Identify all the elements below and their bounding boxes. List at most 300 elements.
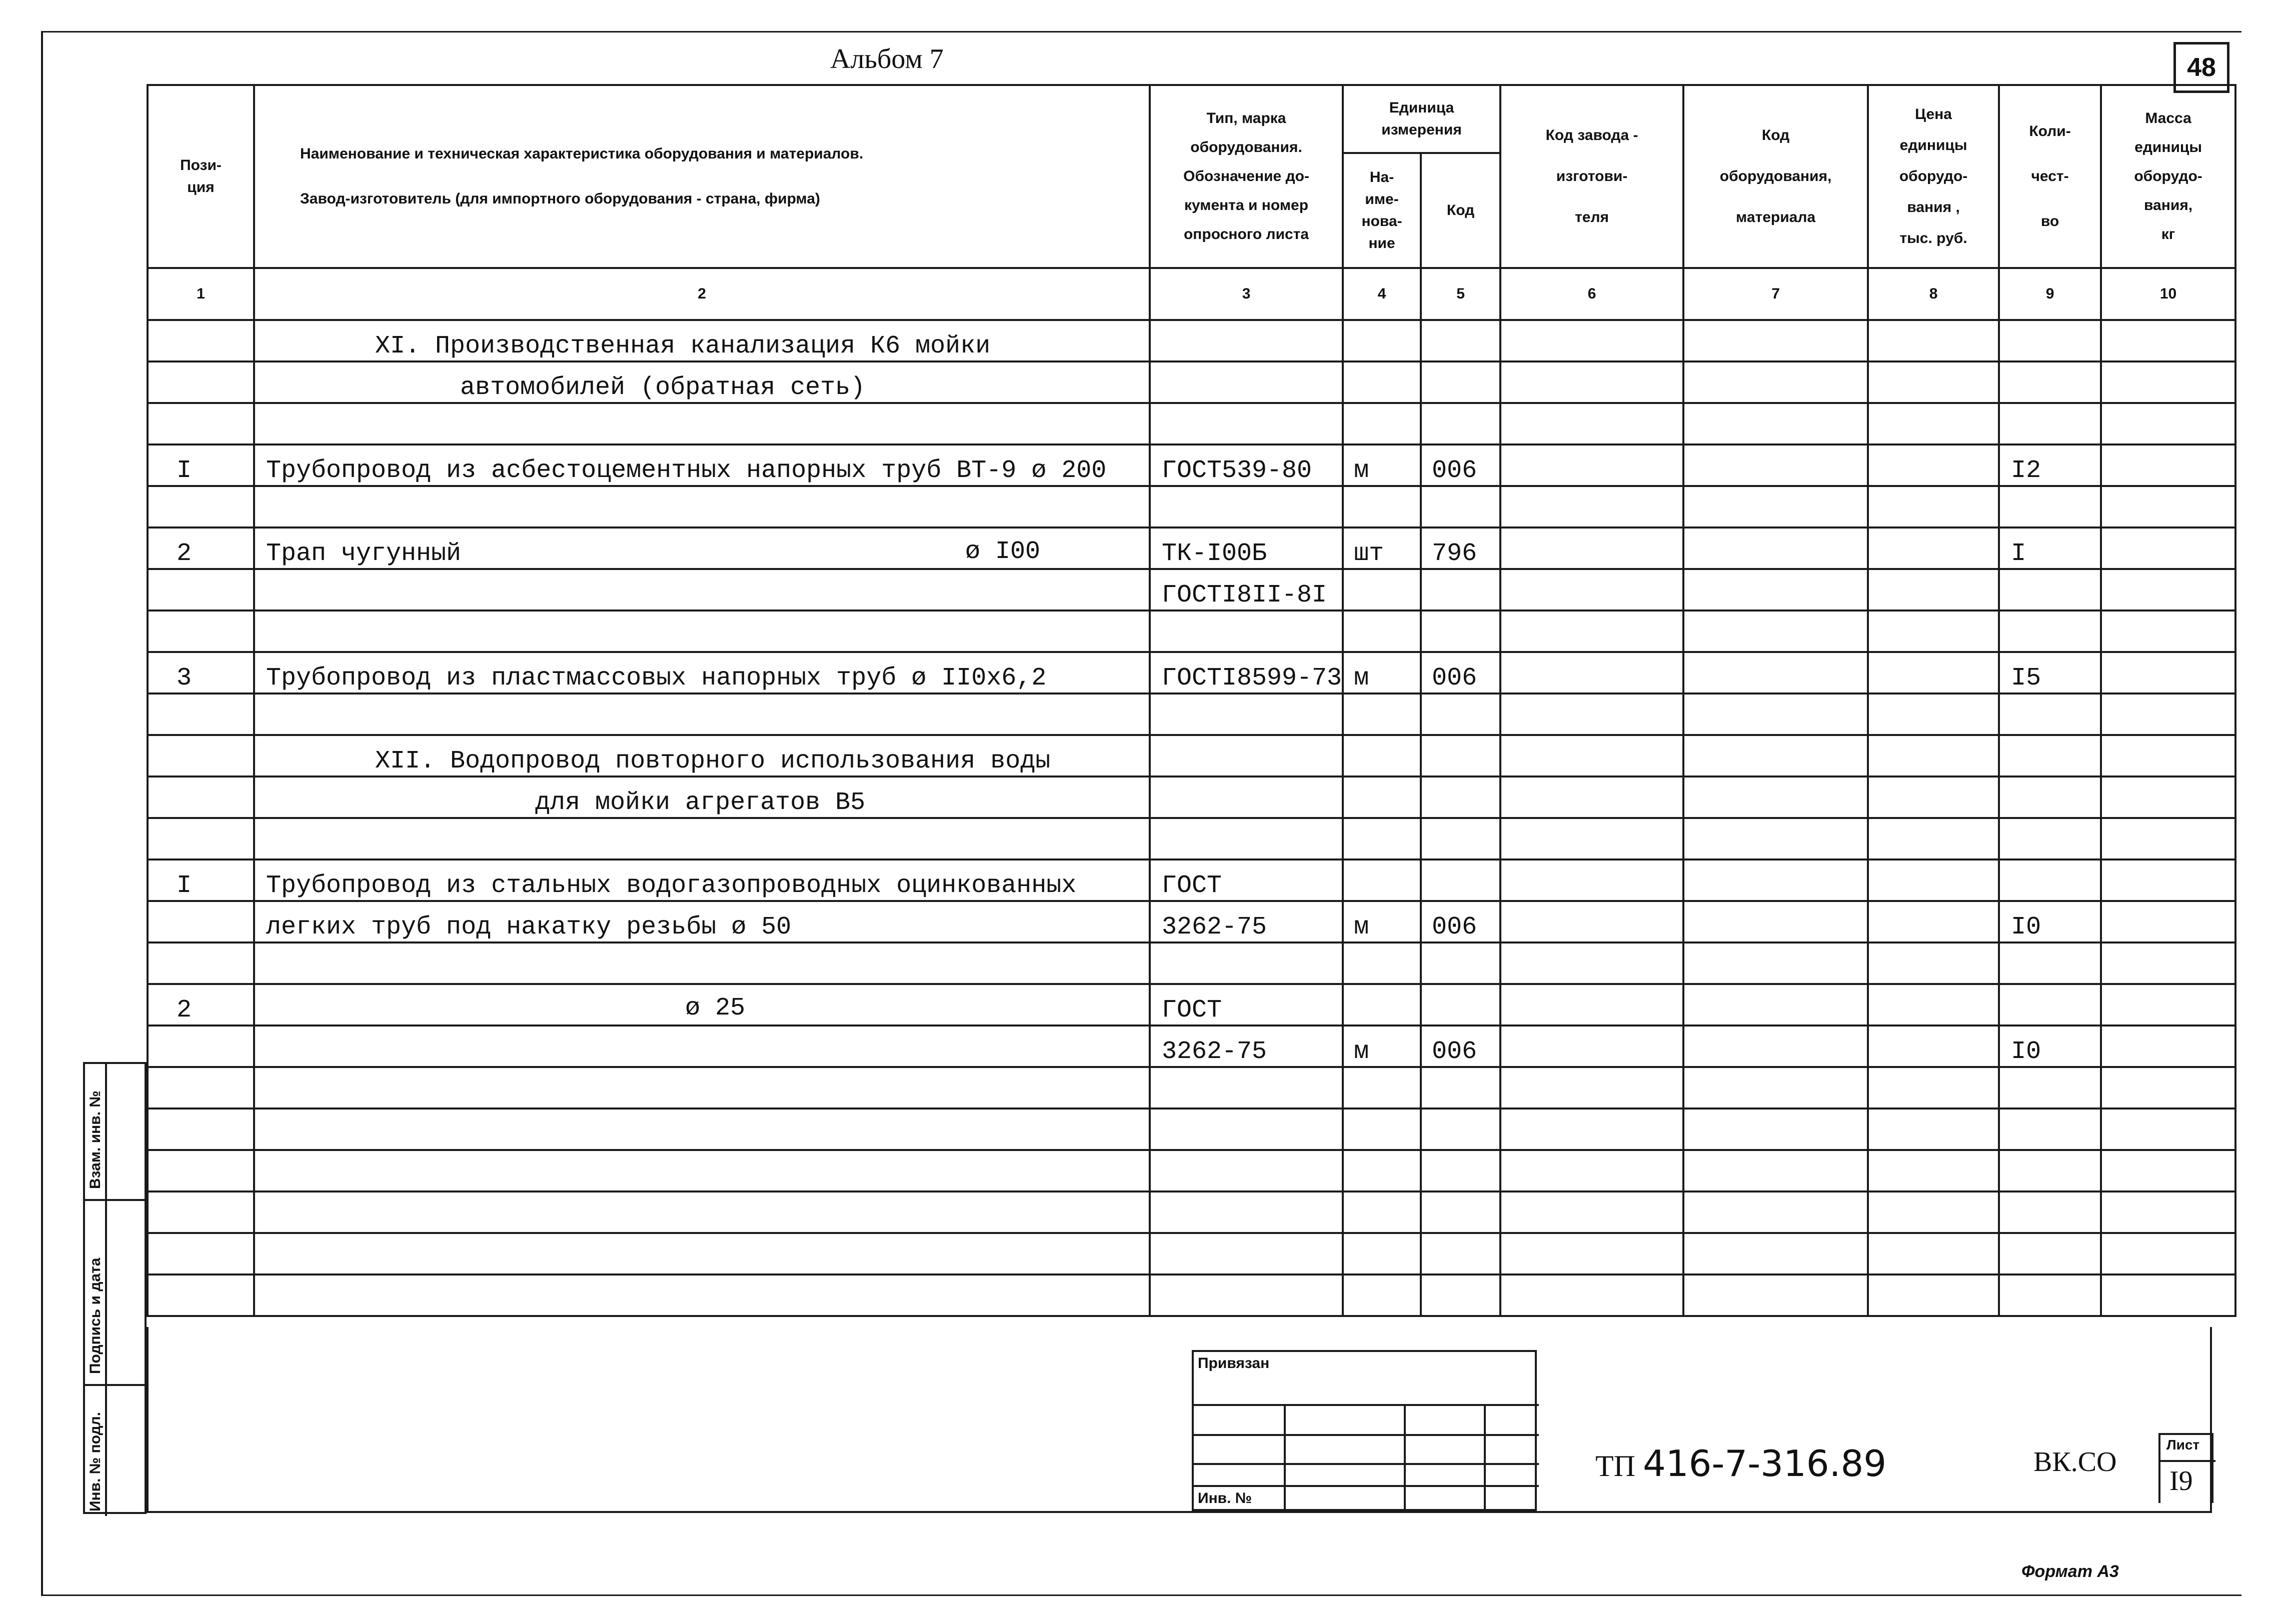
row-price <box>1868 444 1999 486</box>
row-manufacturer <box>1500 403 1683 444</box>
row-price <box>1868 486 1999 528</box>
specification-table <box>147 84 2236 1317</box>
row-position: I <box>148 444 254 486</box>
row-name: Трубопровод из пластмассовых напорных труб ø II0x6,2 <box>254 652 1150 694</box>
row-mass <box>2101 1192 2235 1233</box>
row-position <box>148 320 254 362</box>
row-type <box>1150 362 1343 403</box>
row-position <box>148 403 254 444</box>
row-mass <box>2101 1026 2235 1067</box>
row-quantity <box>1999 1192 2101 1233</box>
row-type <box>1150 1233 1343 1274</box>
row-manufacturer <box>1500 1067 1683 1108</box>
row-mass <box>2101 1233 2235 1274</box>
row-equipment-code <box>1683 486 1868 528</box>
row-name: Трубопровод из асбестоцементных напорных труб ВТ-9 ø 200 <box>254 444 1150 486</box>
header-position <box>148 85 254 268</box>
row-price <box>1868 1233 1999 1274</box>
row-manufacturer <box>1500 1108 1683 1150</box>
row-manufacturer <box>1500 1274 1683 1316</box>
row-mass <box>2101 1150 2235 1192</box>
row-type <box>1150 776 1343 818</box>
row-equipment-code <box>1683 1026 1868 1067</box>
row-equipment-code <box>1683 362 1868 403</box>
row-price <box>1868 1108 1999 1150</box>
table-row <box>148 1067 2235 1108</box>
row-position <box>148 942 254 984</box>
row-code <box>1421 818 1500 860</box>
row-code <box>1421 610 1500 652</box>
row-unit <box>1343 1067 1421 1108</box>
row-equipment-code <box>1683 528 1868 569</box>
row-price <box>1868 362 1999 403</box>
row-code <box>1421 735 1500 776</box>
row-position <box>148 1233 254 1274</box>
signature-date-label: Подпись и дата <box>87 1258 104 1374</box>
row-type: ГОСТ539-80 <box>1150 444 1343 486</box>
row-unit <box>1343 818 1421 860</box>
row-type <box>1150 942 1343 984</box>
row-quantity <box>1999 1067 2101 1108</box>
table-row <box>148 860 2235 901</box>
row-quantity: I2 <box>1999 444 2101 486</box>
row-price <box>1868 776 1999 818</box>
row-type: ТК-I00Б <box>1150 528 1343 569</box>
sheet-label: Лист <box>2166 1437 2200 1452</box>
row-position <box>148 1067 254 1108</box>
row-quantity <box>1999 610 2101 652</box>
row-position <box>148 486 254 528</box>
row-unit <box>1343 776 1421 818</box>
row-unit <box>1343 1274 1421 1316</box>
header-line: кумента и номер <box>1184 197 1309 214</box>
row-position <box>148 1192 254 1233</box>
table-row <box>148 403 2235 444</box>
column-number-2: 2 <box>254 268 1150 320</box>
row-type: ГОСТ <box>1150 984 1343 1026</box>
row-price <box>1868 901 1999 942</box>
header-line: Наименование и техническая характеристика оборудования и материалов. <box>300 146 864 162</box>
row-code <box>1421 1108 1500 1150</box>
row-price <box>1868 652 1999 694</box>
header-unit-code <box>1421 153 1500 268</box>
row-mass <box>2101 610 2235 652</box>
row-code <box>1421 694 1500 735</box>
row-code: 006 <box>1421 444 1500 486</box>
column-number-9: 9 <box>1999 268 2101 320</box>
row-position <box>148 610 254 652</box>
vzam-inv-label: Взам. инв. № <box>87 1090 104 1189</box>
header-line: оборудования, <box>1719 168 1832 184</box>
row-code <box>1421 486 1500 528</box>
table-row <box>148 528 2235 569</box>
header-mass <box>2101 85 2235 268</box>
header-line: нова- <box>1361 213 1402 230</box>
row-price <box>1868 610 1999 652</box>
row-manufacturer <box>1500 1150 1683 1192</box>
row-position <box>148 1274 254 1316</box>
column-number-3: 3 <box>1150 268 1343 320</box>
row-equipment-code <box>1683 860 1868 901</box>
row-name: XII. Водопровод повторного использования воды <box>254 735 1150 776</box>
binding-stamp <box>1192 1350 1537 1511</box>
table-row <box>148 1150 2235 1192</box>
row-type <box>1150 735 1343 776</box>
header-line: во <box>2040 213 2059 230</box>
row-mass <box>2101 403 2235 444</box>
header-unit <box>1343 85 1500 153</box>
row-quantity <box>1999 984 2101 1026</box>
row-equipment-code <box>1683 1274 1868 1316</box>
row-quantity: I0 <box>1999 1026 2101 1067</box>
header-line: Масса <box>2145 110 2191 126</box>
row-quantity <box>1999 1108 2101 1150</box>
table-row <box>148 362 2235 403</box>
row-unit: м <box>1343 444 1421 486</box>
column-numbers-row <box>148 268 2235 320</box>
row-unit <box>1343 1150 1421 1192</box>
row-code <box>1421 860 1500 901</box>
row-type <box>1150 610 1343 652</box>
header-line: измерения <box>1381 122 1462 138</box>
header-line: единицы <box>2134 139 2202 156</box>
row-quantity <box>1999 1150 2101 1192</box>
row-manufacturer <box>1500 444 1683 486</box>
row-equipment-code <box>1683 610 1868 652</box>
row-manufacturer <box>1500 610 1683 652</box>
row-unit <box>1343 735 1421 776</box>
row-type: ГОСТI8599-73 <box>1150 652 1343 694</box>
row-unit <box>1343 569 1421 610</box>
row-code <box>1421 1192 1500 1233</box>
row-price <box>1868 1150 1999 1192</box>
row-type <box>1150 320 1343 362</box>
row-code: 796 <box>1421 528 1500 569</box>
row-equipment-code <box>1683 1192 1868 1233</box>
row-mass <box>2101 735 2235 776</box>
table-row <box>148 652 2235 694</box>
header-line: Код <box>1761 127 1790 144</box>
row-position <box>148 818 254 860</box>
row-equipment-code <box>1683 1233 1868 1274</box>
row-unit <box>1343 942 1421 984</box>
row-name: XI. Производственная канализация К6 мойки <box>254 320 1150 362</box>
row-type <box>1150 818 1343 860</box>
row-code <box>1421 362 1500 403</box>
row-code <box>1421 984 1500 1026</box>
row-name: для мойки агрегатов В5 <box>254 776 1150 818</box>
header-equipment-code <box>1683 85 1868 268</box>
row-type <box>1150 403 1343 444</box>
row-manufacturer <box>1500 652 1683 694</box>
row-mass <box>2101 569 2235 610</box>
row-code: 006 <box>1421 1026 1500 1067</box>
row-quantity: I0 <box>1999 901 2101 942</box>
row-unit <box>1343 694 1421 735</box>
table-row <box>148 444 2235 486</box>
row-price <box>1868 528 1999 569</box>
header-type <box>1150 85 1343 268</box>
row-manufacturer <box>1500 818 1683 860</box>
row-position: 3 <box>148 652 254 694</box>
row-price <box>1868 1067 1999 1108</box>
row-equipment-code <box>1683 1108 1868 1150</box>
row-price <box>1868 735 1999 776</box>
bottom-rule <box>147 1511 2212 1513</box>
row-name <box>254 818 1150 860</box>
header-line: име- <box>1365 191 1399 208</box>
row-unit <box>1343 486 1421 528</box>
row-name <box>254 610 1150 652</box>
row-manufacturer <box>1500 320 1683 362</box>
row-unit <box>1343 403 1421 444</box>
row-quantity: I <box>1999 528 2101 569</box>
table-row <box>148 610 2235 652</box>
row-equipment-code <box>1683 984 1868 1026</box>
table-row <box>148 1026 2235 1067</box>
row-equipment-code <box>1683 652 1868 694</box>
row-name: легких труб под накатку резьбы ø 50 <box>254 901 1150 942</box>
row-quantity <box>1999 486 2101 528</box>
doc-prefix: ТП <box>1595 1450 1635 1482</box>
row-price <box>1868 320 1999 362</box>
row-equipment-code <box>1683 776 1868 818</box>
inv-number-label: Инв. № <box>1198 1490 1252 1506</box>
row-mass <box>2101 362 2235 403</box>
header-line: вания , <box>1907 199 1960 216</box>
row-price <box>1868 1192 1999 1233</box>
row-name <box>254 569 1150 610</box>
row-name <box>254 942 1150 984</box>
header-line: теля <box>1575 209 1609 226</box>
row-quantity <box>1999 403 2101 444</box>
row-unit: м <box>1343 1026 1421 1067</box>
header-line: тыс. руб. <box>1899 230 1967 246</box>
doc-number: 416-7-316.89 <box>1642 1442 1887 1484</box>
row-name <box>254 403 1150 444</box>
row-position: I <box>148 860 254 901</box>
row-unit <box>1343 1108 1421 1150</box>
row-equipment-code <box>1683 1067 1868 1108</box>
header-line: Тип, марка <box>1206 110 1286 126</box>
row-mass <box>2101 818 2235 860</box>
row-position <box>148 362 254 403</box>
row-manufacturer <box>1500 860 1683 901</box>
row-equipment-code <box>1683 942 1868 984</box>
row-name <box>254 1108 1150 1150</box>
table-row <box>148 1274 2235 1316</box>
table-row <box>148 818 2235 860</box>
header-line: материала <box>1736 209 1816 226</box>
inv-podl-label: Инв. № подл. <box>87 1412 104 1512</box>
row-manufacturer <box>1500 1233 1683 1274</box>
row-equipment-code <box>1683 818 1868 860</box>
row-position <box>148 1026 254 1067</box>
header-price <box>1868 85 1999 268</box>
header-line: кг <box>2161 226 2175 242</box>
row-diameter: ø 25 <box>685 994 746 1022</box>
row-quantity <box>1999 320 2101 362</box>
row-equipment-code <box>1683 694 1868 735</box>
row-unit: шт <box>1343 528 1421 569</box>
row-type <box>1150 1192 1343 1233</box>
table-row <box>148 735 2235 776</box>
row-equipment-code <box>1683 403 1868 444</box>
row-name <box>254 1274 1150 1316</box>
header-line: ция <box>187 179 215 196</box>
row-mass <box>2101 776 2235 818</box>
row-quantity <box>1999 942 2101 984</box>
row-quantity <box>1999 1233 2101 1274</box>
row-price <box>1868 403 1999 444</box>
row-price <box>1868 984 1999 1026</box>
header-line: вания, <box>2143 197 2193 214</box>
row-type: 3262-75 <box>1150 901 1343 942</box>
header-line: Код завода - <box>1545 127 1638 144</box>
header-line: оборудования. <box>1190 139 1302 156</box>
row-code <box>1421 1067 1500 1108</box>
column-number-5: 5 <box>1421 268 1500 320</box>
row-mass <box>2101 1108 2235 1150</box>
row-unit: м <box>1343 901 1421 942</box>
row-mass <box>2101 984 2235 1026</box>
row-manufacturer <box>1500 486 1683 528</box>
row-quantity <box>1999 1274 2101 1316</box>
specification-rows <box>148 320 2235 1316</box>
table-row <box>148 320 2235 362</box>
row-price <box>1868 569 1999 610</box>
row-diameter: ø I00 <box>965 538 1041 566</box>
row-position <box>148 1150 254 1192</box>
row-manufacturer <box>1500 1026 1683 1067</box>
header-line: Завод-изготовитель (для импортного оборудования - страна, фирма) <box>300 190 820 207</box>
row-type: 3262-75 <box>1150 1026 1343 1067</box>
header-name <box>254 85 1150 268</box>
header-quantity <box>1999 85 2101 268</box>
table-row <box>148 694 2235 735</box>
binding-label: Привязан <box>1198 1355 1270 1372</box>
row-type: ГОСТ <box>1150 860 1343 901</box>
row-name <box>254 486 1150 528</box>
row-unit <box>1343 984 1421 1026</box>
row-quantity <box>1999 776 2101 818</box>
row-unit <box>1343 860 1421 901</box>
column-number-4: 4 <box>1343 268 1421 320</box>
table-row <box>148 1192 2235 1233</box>
row-price <box>1868 694 1999 735</box>
header-line: Цена <box>1915 106 1952 122</box>
row-manufacturer <box>1500 901 1683 942</box>
row-position: 2 <box>148 984 254 1026</box>
row-type <box>1150 1274 1343 1316</box>
album-title: Альбом 7 <box>830 44 944 74</box>
row-code <box>1421 942 1500 984</box>
row-manufacturer <box>1500 1192 1683 1233</box>
row-manufacturer <box>1500 776 1683 818</box>
header-line: Обозначение до- <box>1183 168 1309 184</box>
row-position <box>148 569 254 610</box>
side-stamp <box>83 1062 147 1514</box>
table-row <box>148 1233 2235 1274</box>
row-position: 2 <box>148 528 254 569</box>
row-type <box>1150 1108 1343 1150</box>
document-code <box>1595 1442 1886 1484</box>
left-rule <box>147 1327 149 1512</box>
header-line: чест- <box>2031 168 2069 184</box>
row-mass <box>2101 1274 2235 1316</box>
row-mass <box>2101 1067 2235 1108</box>
row-type <box>1150 1067 1343 1108</box>
row-position <box>148 735 254 776</box>
row-code <box>1421 1274 1500 1316</box>
row-name <box>254 694 1150 735</box>
table-row <box>148 901 2235 942</box>
row-equipment-code <box>1683 444 1868 486</box>
row-mass <box>2101 860 2235 901</box>
row-equipment-code <box>1683 735 1868 776</box>
row-price <box>1868 942 1999 984</box>
row-mass <box>2101 320 2235 362</box>
column-number-1: 1 <box>148 268 254 320</box>
row-position <box>148 776 254 818</box>
row-name-text: Трап чугунный <box>266 540 462 568</box>
column-number-6: 6 <box>1500 268 1683 320</box>
row-name <box>254 1026 1150 1067</box>
row-type <box>1150 694 1343 735</box>
row-price <box>1868 860 1999 901</box>
row-manufacturer <box>1500 528 1683 569</box>
row-position <box>148 901 254 942</box>
row-quantity <box>1999 735 2101 776</box>
row-position <box>148 1108 254 1150</box>
row-price <box>1868 818 1999 860</box>
row-code: 006 <box>1421 901 1500 942</box>
header-line: Коли- <box>2029 123 2071 140</box>
row-name <box>254 1192 1150 1233</box>
header-line: оборудо- <box>1899 168 1968 184</box>
row-name <box>254 528 1150 569</box>
column-number-7: 7 <box>1683 268 1868 320</box>
row-mass <box>2101 942 2235 984</box>
table-row <box>148 984 2235 1026</box>
sheet-number: I9 <box>2169 1466 2193 1496</box>
document-mark: ВК.СО <box>2033 1446 2117 1478</box>
header-line: Код <box>1446 202 1475 218</box>
row-mass <box>2101 901 2235 942</box>
row-code <box>1421 320 1500 362</box>
row-code: 006 <box>1421 652 1500 694</box>
header-unit-name <box>1343 153 1421 268</box>
row-unit <box>1343 610 1421 652</box>
header-line: опросного листа <box>1183 226 1309 242</box>
header-manufacturer-code <box>1500 85 1683 268</box>
row-mass <box>2101 694 2235 735</box>
row-quantity <box>1999 569 2101 610</box>
row-quantity: I5 <box>1999 652 2101 694</box>
header-line: ние <box>1368 235 1395 252</box>
row-equipment-code <box>1683 1150 1868 1192</box>
row-name: автомобилей (обратная сеть) <box>254 362 1150 403</box>
row-quantity <box>1999 818 2101 860</box>
row-price <box>1868 1026 1999 1067</box>
row-unit <box>1343 362 1421 403</box>
header-line: Единица <box>1389 100 1454 116</box>
table-row <box>148 486 2235 528</box>
row-equipment-code <box>1683 901 1868 942</box>
header-line: единицы <box>1899 137 1967 154</box>
column-number-10: 10 <box>2101 268 2235 320</box>
header-line: изготови- <box>1556 168 1628 184</box>
